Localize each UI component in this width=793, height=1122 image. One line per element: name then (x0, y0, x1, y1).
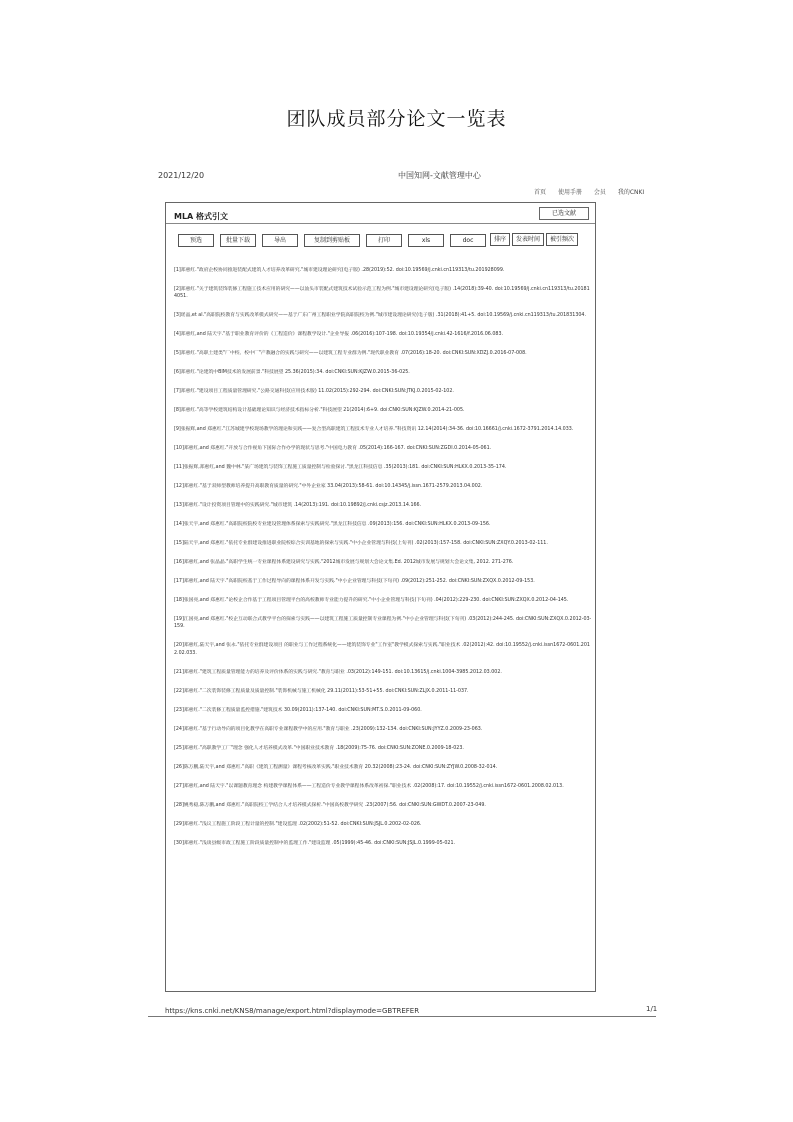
reference-item: [9]张振辉,and 郑惠红."江苏城建学校现场教学的理论和实践——复合型高职建筑工程技术专业人才培养."科技资讯 12.14(2014):34-36. doi:10.16661/j.cnki.1672-3791.2014.14.033. (174, 427, 574, 433)
reference-item: [28]姚秀稳,陈万鹏,and 郑惠红."高职院校工学结合人才培养模式探析."中国高校教学研究 .23(2007):56. doi:CNKI:SUN:GWDT.0.2007-23-049. (174, 802, 486, 808)
sort-by-date-button[interactable]: 发表时间 (512, 233, 544, 246)
reference-item: [2]郑惠红."关于建筑装饰装修工程施工技术应用的研究——以汕头市装配式建筑技术试验示范工程为例."城市建设理论研究(电子版) .14(2018):39-40. doi:10.19569/j.cnki.cn119313/tu.201814051. (174, 287, 590, 300)
sort-button[interactable]: 排序 (490, 233, 510, 246)
reference-item: [16]郑惠红,and 张晶晶."高职学生统一专业课程体系建设研究与实践."2012城市发展与规划大会论文集.Ed. 2012城市发展与规划大会论文集, 2012. 271-276. (174, 560, 514, 566)
reference-item: [7]郑惠红."建设项目工程质量管理研究."公路交通科技(应用技术版) 11.02(2015):292-294. doi:CNKI:SUN:JTKJ.0.2015-02-102. (174, 389, 454, 395)
top-links (534, 187, 654, 196)
print-site-title: 中国知网-文献管理中心 (398, 171, 481, 180)
footer-page-number: 1/1 (646, 1005, 658, 1013)
top-link-home[interactable]: 首页 (534, 189, 547, 196)
reference-item: [15]陆天宇,and 郑惠红."依托专业群建设推进职业院校综合实训基地的探索与实践."中小企业管理与科技(上旬刊) .02(2013):157-158. doi:CNKI:SUN:ZXQY.0.2013-02-111. (174, 541, 548, 547)
reference-list (174, 267, 592, 859)
print-date: 2021/12/20 (158, 171, 205, 180)
reference-item: [5]郑惠红."高职土建类"厂中校、校中厂"产教融合的实践与研究——以建筑工程专业群为例."现代职业教育 .07(2016):18-20. doi:CNKI:SUN:XDZJ.0.2016-07-008. (174, 351, 527, 357)
document-title: 团队成员部分论文一览表 (286, 108, 507, 130)
reference-item: [23]郑惠红."二次装修工程质量监控措施."建筑技术 30.09(2011):137-140. doi:CNKI:SUN:MT.S.0.2011-09-060. (174, 707, 422, 713)
reference-item: [11]张振辉,郑惠红,and 魏中林."某广场建筑与装饰工程施工质量控制与检验探讨."黑龙江科技信息 .35(2013):181. doi:CNKI:SUN:HLKX.0.2013-35-174. (174, 465, 507, 471)
reference-item: [12]郑惠红."基于双师型教师培养提升高职教育质量的研究."中外企业家 33.04(2013):58-61. doi:10.14345/j.issn.1671-2579.2013.04.002. (174, 484, 483, 490)
selected-literature-button[interactable]: 已选文献 (539, 207, 589, 220)
reference-item: [24]郑惠红."基于行动导向的项目化教学在高职专业课程教学中的应用."教育与职业 .23(2009):132-134. doi:CNKI:SUN:JYYZ.0.2009-23-063. (174, 726, 483, 732)
reference-item: [25]郑惠红."高职教学工厂"理念 强化人才培养模式改革."中国职业技术教育 .18(2009):75-76. doi:CNKI:SUN:ZONE.0.2009-18-023. (174, 745, 464, 751)
reference-item: [19]江国亮,and 郑惠红."校企互动联合式教学平台的探索与实践——以建筑工程施工质量控制专业课程为例."中小企业管理与科技(下旬刊) .03(2012):244-245. doi:CNKI:SUN:ZXQX.0.2012-03-159. (174, 617, 592, 630)
panel-divider (166, 223, 595, 224)
reference-item: [27]郑惠红,and 陆天宇."以课题教育理念 构建教学课程体系——工程造价专业教学课程体系改革初探."职业技术 .02(2008):17. doi:10.19552/j.cnki.issn1672-0601.2008.02.013. (174, 783, 564, 789)
copy-clipboard-button[interactable]: 复制到剪贴板 (304, 234, 360, 247)
reference-item: [14]张天宇,and 郑惠红."高职院校院校专业建设管理体系探索与实践研究."黑龙江科技信息 .09(2013):156. doi:CNKI:SUN:HLKX.0.2013-09-156. (174, 522, 491, 528)
reference-item: [1]郑惠红."政府企校协同推进装配式建筑人才培养改革研究."城市建设理论研究(电子版) .28(2019):52. doi:10.19569/j.cnki.cn119313/tu.201928099. (174, 268, 505, 273)
footer-url: https://kns.cnki.net/KNS8/manage/export.html?displaymode=GBTREFER (165, 1007, 420, 1015)
preview-button[interactable]: 预选 (178, 234, 214, 247)
footer-divider (148, 1016, 656, 1017)
panel-title: MLA 格式引文 (174, 212, 229, 221)
reference-item: [30]郑惠红."浅谈县级市政工程施工阶段质量控制中的监理工作."建设监理 .05(1999):45-46. doi:CNKI:SUN:JSJL.0.1999-05-021. (174, 840, 456, 846)
top-link-member[interactable]: 会员 (593, 189, 606, 196)
reference-item: [3]瑶晶,et al."高职院校教育与实践改革模式研究——基于广东广州工程职业学院高职院校为例."城市建设理论研究(电子版) .31(2018):41+5. doi:10.19569/j.cnki.cn119313/tu.201831304. (174, 313, 587, 319)
export-button[interactable]: 导出 (262, 234, 298, 247)
top-link-my-cnki[interactable]: 我的CNKI (617, 189, 645, 196)
sort-by-citations-button[interactable]: 被引频次 (546, 233, 578, 246)
reference-item: [6]郑惠红."论建筑中BIM技术的发展前景."科技展望 25.36(2015):34. doi:CNKI:SUN:KJZW.0.2015-36-025. (174, 370, 410, 376)
reference-item: [29]郑惠红."浅议工程施工阶段工程计量的控制."建设监理 .02(2002):51-52. doi:CNKI:SUN:JSJL.0.2002-02-026. (174, 821, 422, 827)
reference-item: [10]郑惠红,and 郑惠红."开放与合作视角下国际合作办学的现状与思考."中国电力教育 .05(2014):166-167. doi:CNKI:SUN:ZGDI.0.2014-05-061. (174, 446, 492, 452)
batch-download-button[interactable]: 批量下载 (220, 234, 256, 247)
reference-item: [4]郑惠红,and 陆天宇."基于职业教育评价的《工程造价》课程教学设计."企业导报 .06(2016):107-198. doi:10.19354/j.cnki.42-1616/f.2016.06.083. (174, 332, 504, 338)
reference-item: [13]郑惠红."设计投资项目管理中的实践研究."城市建筑 .14(2013):191. doi:10.19892/j.cnki.csjz.2013.14.166. (174, 503, 422, 509)
doc-button[interactable]: doc (450, 234, 486, 247)
reference-item: [22]郑惠红."二次装饰装修工程质量及质量控制."装饰机械与施工机械化 29.11(2011):53-51+55. doi:CNKI:SUN:ZLJX.0.2011-11-037. (174, 688, 469, 694)
reference-item: [18]张国亮,and 郑惠红."论校企合作基于工程项目管理平台的高校教师专业能力提升的研究."中小企业管理与科技(下旬刊) .04(2012):229-230. doi:CNKI:SUN:ZXQX.0.2012-04-145. (174, 598, 569, 604)
reference-item: [26]陈万鹏,陆天宇,and 郑惠红."高职《建筑工程测量》课程考核改革实践."职业技术教育 20.32(2008):23-24. doi:CNKI:SUN:ZYJW.0.2008-32-014. (174, 764, 498, 770)
reference-item: [8]郑惠红."高等学校建筑结构设计基础理论知识与经济技术指标分析."科技展望 21(2014):6+9. doi:CNKI:SUN:KJZW.0.2014-21-005. (174, 408, 465, 414)
citation-panel (165, 202, 596, 992)
xls-button[interactable]: xls (408, 234, 444, 247)
print-button[interactable]: 打印 (366, 234, 402, 247)
reference-item: [21]郑惠红."建筑工程质量管理能力的培养及评价体系的实践与研究."教育与职业 .03(2012):149-151. doi:10.13615/j.cnki.1004-3985.2012.03.002. (174, 669, 502, 675)
top-link-manual[interactable]: 使用手册 (557, 189, 582, 196)
reference-item: [17]郑惠红,and 陆天宇."高职院校基于工作过程导向的课程体系开发与实践."中小企业管理与科技(下旬刊) .09(2012):251-252. doi:CNKI:SUN:ZXQX.0.2012-09-153. (174, 579, 535, 585)
reference-item: [20]郑惠红,陆天宇,and 张永."依托专业群建设项目 的职业与工作过程系统化——建筑装饰专业"工作室"教学模式探索与实践."职业技术 .02(2012):42. doi:10.19552/j.cnki.issn1672-0601.2012.02.033. (174, 643, 590, 656)
